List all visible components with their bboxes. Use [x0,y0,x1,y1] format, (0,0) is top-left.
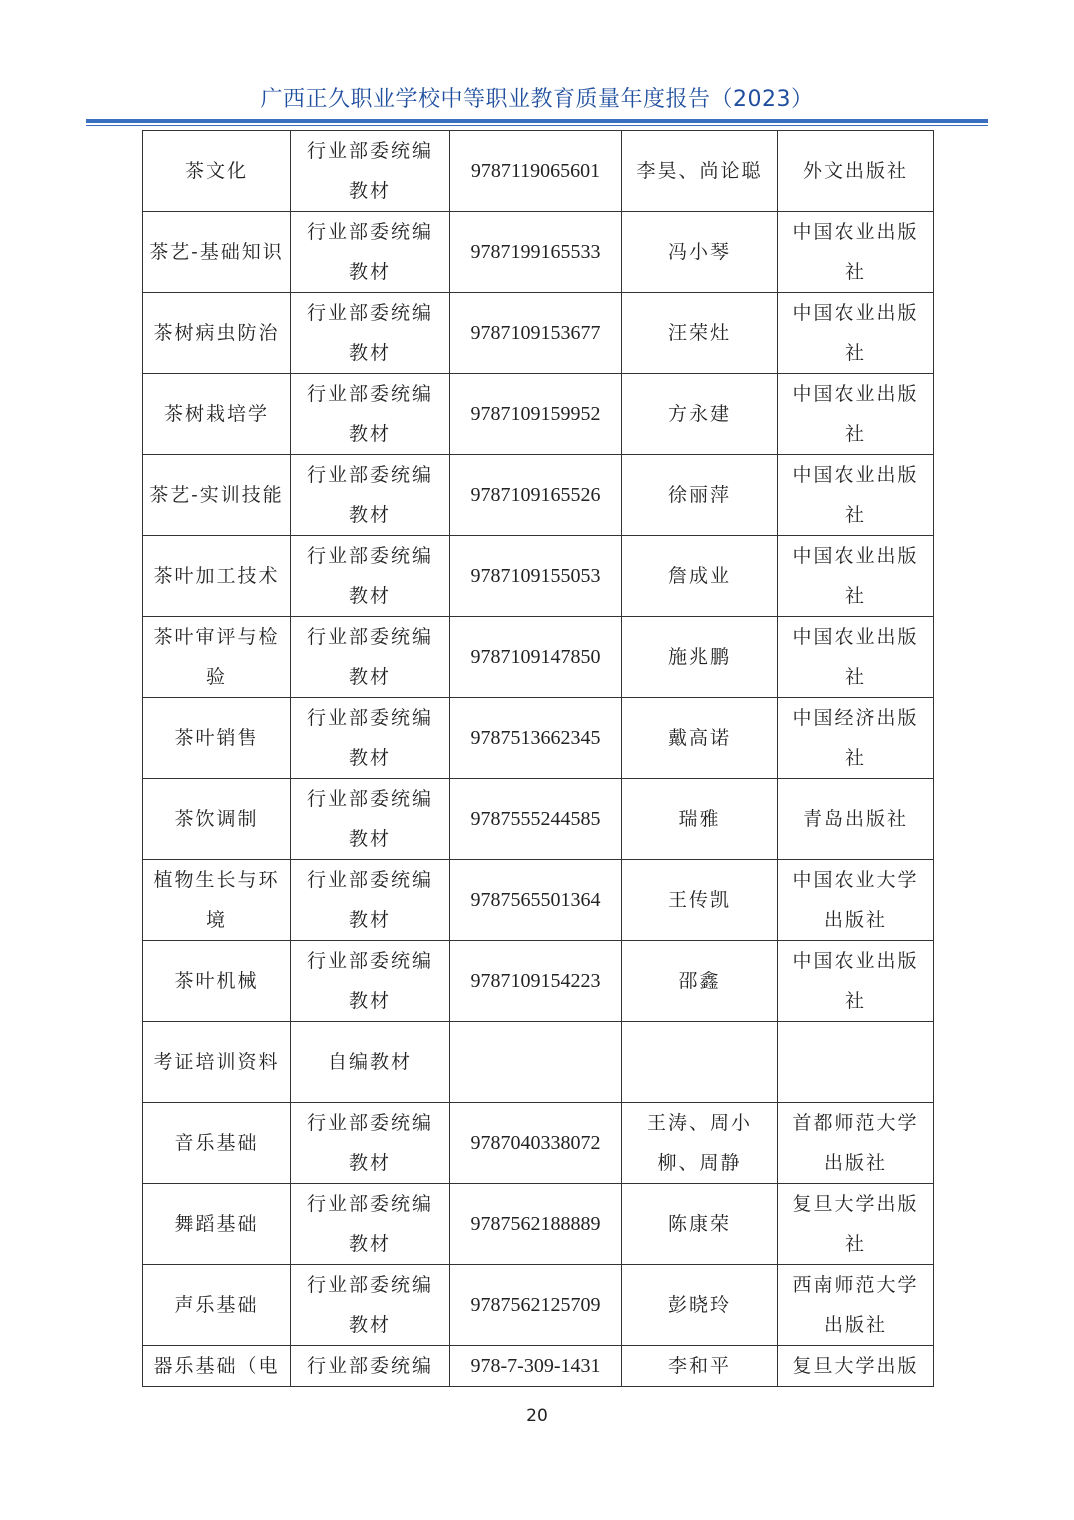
cell-name: 茶叶审评与检验 [143,617,291,698]
cell-name: 音乐基础 [143,1103,291,1184]
table-row [143,1346,934,1387]
cell-author: 李和平 [622,1346,778,1387]
cell-author: 徐丽萍 [622,455,778,536]
cell-name: 茶叶加工技术 [143,536,291,617]
cell-publisher: 中国农业出版社 [778,617,934,698]
table-row [143,1103,934,1184]
cell-type: 行业部委统编教材 [291,1184,450,1265]
cell-isbn: 9787109147850 [450,617,622,698]
cell-isbn: 9787109153677 [450,293,622,374]
page-header-title: 广西正久职业学校中等职业教育质量年度报告（2023） [260,87,814,112]
cell-type: 行业部委统编教材 [291,1265,450,1346]
cell-publisher: 中国农业出版社 [778,374,934,455]
cell-type: 行业部委统编教材 [291,293,450,374]
cell-author: 詹成业 [622,536,778,617]
cell-publisher: 外文出版社 [778,131,934,212]
cell-type: 行业部委统编教材 [291,941,450,1022]
cell-publisher: 中国农业出版社 [778,455,934,536]
table-row [143,212,934,293]
cell-author: 施兆鹏 [622,617,778,698]
cell-type: 行业部委统编教材 [291,536,450,617]
cell-publisher: 首都师范大学出版社 [778,1103,934,1184]
cell-isbn: 978-7-309-1431 [450,1346,622,1387]
table-row [143,779,934,860]
cell-isbn [450,1022,622,1103]
cell-name: 考证培训资料 [143,1022,291,1103]
table-row [143,941,934,1022]
table-row [143,293,934,374]
cell-name: 茶叶机械 [143,941,291,1022]
cell-publisher: 中国农业出版社 [778,212,934,293]
table-row [143,617,934,698]
cell-name: 茶饮调制 [143,779,291,860]
table-row [143,1265,934,1346]
cell-publisher: 复旦大学出版社 [778,1184,934,1265]
cell-publisher: 中国农业出版社 [778,536,934,617]
cell-type: 行业部委统编教材 [291,374,450,455]
header-rule-thin [86,125,988,126]
textbook-table [142,130,934,1387]
cell-author: 方永建 [622,374,778,455]
cell-publisher: 复旦大学出版 [778,1346,934,1387]
cell-isbn: 9787119065601 [450,131,622,212]
cell-author: 陈康荣 [622,1184,778,1265]
cell-isbn: 9787109154223 [450,941,622,1022]
table-row [143,1022,934,1103]
cell-type: 行业部委统编教材 [291,617,450,698]
cell-author: 冯小琴 [622,212,778,293]
cell-type: 行业部委统编教材 [291,1103,450,1184]
table-row [143,860,934,941]
cell-isbn: 9787513662345 [450,698,622,779]
cell-author: 李昊、尚论聪 [622,131,778,212]
cell-isbn: 9787199165533 [450,212,622,293]
cell-type: 行业部委统编教材 [291,131,450,212]
cell-isbn: 9787562125709 [450,1265,622,1346]
cell-publisher: 青岛出版社 [778,779,934,860]
cell-name: 茶艺-实训技能 [143,455,291,536]
cell-author [622,1022,778,1103]
cell-isbn: 9787565501364 [450,860,622,941]
cell-isbn: 9787562188889 [450,1184,622,1265]
cell-name: 茶树栽培学 [143,374,291,455]
cell-type: 行业部委统编教材 [291,860,450,941]
cell-name: 植物生长与环境 [143,860,291,941]
cell-name: 茶文化 [143,131,291,212]
cell-author: 邵鑫 [622,941,778,1022]
table-row [143,455,934,536]
cell-name: 器乐基础（电 [143,1346,291,1387]
cell-isbn: 9787555244585 [450,779,622,860]
cell-name: 舞蹈基础 [143,1184,291,1265]
cell-type: 行业部委统编 [291,1346,450,1387]
cell-name: 茶树病虫防治 [143,293,291,374]
cell-author: 王涛、周小柳、周静 [622,1103,778,1184]
cell-type: 行业部委统编教材 [291,698,450,779]
table-row [143,698,934,779]
cell-author: 戴高诺 [622,698,778,779]
cell-author: 彭晓玲 [622,1265,778,1346]
cell-type: 行业部委统编教材 [291,779,450,860]
cell-publisher: 中国农业出版社 [778,941,934,1022]
cell-isbn: 9787040338072 [450,1103,622,1184]
cell-author: 汪荣灶 [622,293,778,374]
cell-type: 行业部委统编教材 [291,212,450,293]
cell-isbn: 9787109159952 [450,374,622,455]
cell-publisher: 中国农业出版社 [778,293,934,374]
page-number: 20 [526,1406,548,1426]
cell-isbn: 9787109155053 [450,536,622,617]
header-rule-thick [86,119,988,123]
cell-type: 行业部委统编教材 [291,455,450,536]
cell-publisher: 中国农业大学出版社 [778,860,934,941]
cell-publisher: 西南师范大学出版社 [778,1265,934,1346]
cell-name: 声乐基础 [143,1265,291,1346]
cell-author: 瑞雅 [622,779,778,860]
cell-name: 茶艺-基础知识 [143,212,291,293]
cell-publisher: 中国经济出版社 [778,698,934,779]
textbook-table-body [143,131,934,1387]
cell-publisher [778,1022,934,1103]
table-row [143,374,934,455]
cell-author: 王传凯 [622,860,778,941]
table-row [143,131,934,212]
cell-type: 自编教材 [291,1022,450,1103]
table-row [143,536,934,617]
cell-name: 茶叶销售 [143,698,291,779]
cell-isbn: 9787109165526 [450,455,622,536]
table-row [143,1184,934,1265]
